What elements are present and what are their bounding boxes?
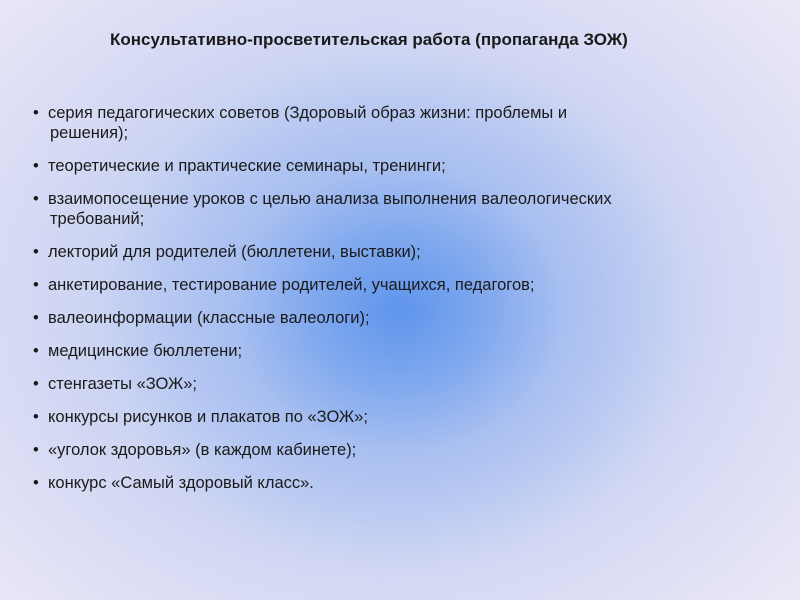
list-item	[33, 473, 753, 493]
list-item	[33, 242, 753, 262]
list-item-text-continued: решения);	[50, 124, 129, 142]
bullet-icon: •	[33, 408, 39, 426]
list-item-text: валеоинформации (классные валеологи);	[48, 309, 370, 327]
list-item	[33, 189, 753, 229]
list-item	[33, 156, 753, 176]
list-item-text: конкурс «Самый здоровый класс».	[48, 474, 314, 492]
bullet-icon: •	[33, 190, 39, 208]
list-item-text: конкурсы рисунков и плакатов по «ЗОЖ»;	[48, 408, 368, 426]
list-item-text: «уголок здоровья» (в каждом кабинете);	[48, 441, 357, 459]
bullet-list	[33, 103, 753, 506]
bullet-icon: •	[33, 441, 39, 459]
list-item	[33, 407, 753, 427]
bullet-icon: •	[33, 104, 39, 122]
list-item	[33, 374, 753, 394]
bullet-icon: •	[33, 157, 39, 175]
list-item	[33, 275, 753, 295]
list-item-text: взаимопосещение уроков с целью анализа выполнения валеологических	[48, 190, 612, 208]
list-item-text-continued: требований;	[50, 210, 145, 228]
list-item	[33, 440, 753, 460]
list-item-text: стенгазеты «ЗОЖ»;	[48, 375, 197, 393]
bullet-icon: •	[33, 474, 39, 492]
bullet-icon: •	[33, 375, 39, 393]
bullet-icon: •	[33, 243, 39, 261]
list-item	[33, 103, 753, 143]
list-item-text: серия педагогических советов (Здоровый образ жизни: проблемы и	[48, 104, 568, 122]
bullet-icon: •	[33, 309, 39, 327]
list-item	[33, 308, 753, 328]
list-item-text: лекторий для родителей (бюллетени, выставки);	[48, 243, 421, 261]
list-item-text: анкетирование, тестирование родителей, учащихся, педагогов;	[48, 276, 535, 294]
bullet-icon: •	[33, 342, 39, 360]
list-item-text: теоретические и практические семинары, тренинги;	[48, 157, 446, 175]
slide-title: Консультативно-просветительская работа (пропаганда ЗОЖ)	[110, 30, 628, 49]
list-item	[33, 341, 753, 361]
bullet-icon: •	[33, 276, 39, 294]
list-item-text: медицинские бюллетени;	[48, 342, 243, 360]
